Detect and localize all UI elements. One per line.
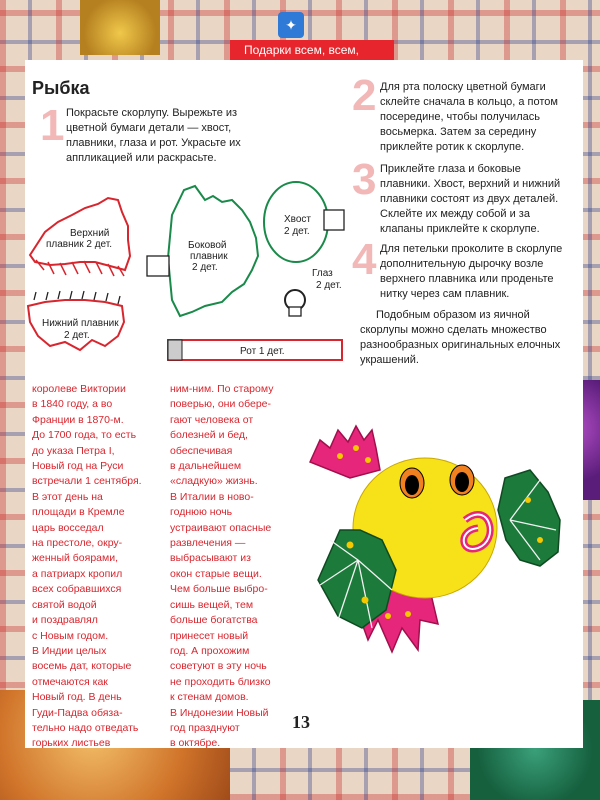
history-line: в дальнейшем — [170, 460, 242, 473]
page-title: Рыбка — [32, 78, 90, 98]
gift-icon: ✦ — [278, 12, 304, 38]
history-line: принесет новый — [170, 629, 249, 642]
lower-fin-label: Нижний плавник — [42, 318, 119, 329]
history-line: и поздравлял — [32, 614, 98, 627]
history-line: В Индонезии Новый — [170, 706, 269, 719]
history-line: всех собравшихся — [32, 583, 122, 596]
history-line: Новый год на Руси — [32, 460, 124, 473]
history-line: больше богатства — [170, 614, 258, 627]
history-line: в октябре. — [170, 737, 221, 750]
history-line: царь восседал — [32, 521, 104, 534]
step-number: 2 — [352, 71, 377, 120]
history-line: выбрасывают из — [170, 552, 251, 565]
mouth-label: Рот 1 дет. — [240, 346, 285, 357]
history-line: ним-ним. По старому — [170, 383, 274, 395]
history-line: Новый год. В день — [32, 691, 122, 704]
tail-label: Хвост — [284, 214, 312, 225]
upper-fin-label: Верхний — [70, 228, 110, 239]
history-line: до указа Петра I, — [32, 444, 115, 457]
history-line: В Индии целых — [32, 644, 107, 657]
history-line: площади в Кремле — [32, 506, 125, 519]
closing-paragraph: Подобным образом из яичной скорлупы можно сделать множество разнообразных оригинальных елочных украшений. — [360, 309, 561, 366]
side-fin-label: плавник — [190, 251, 228, 262]
history-line: Гуди-Падва обяза- — [32, 706, 123, 719]
step-text: Для петельки проколите в скорлупе дополнительную дырочку возле верхнего плавника или проденьте нитку через сам плавник. — [380, 243, 563, 300]
history-column-left — [32, 382, 142, 752]
history-line: сишь вещей, тем — [170, 598, 254, 611]
history-line: год. А прохожим — [170, 644, 250, 657]
side-fin-label: 2 дет. — [192, 262, 218, 273]
history-line: Чем больше выбро- — [170, 583, 268, 596]
step-text: Приклейте глаза и боковые плавники. Хвост, верхний и нижний плавники состоят из двух деталей. Склейте их между собой и за клапаны приклейте к скорлупе. — [380, 163, 561, 235]
eye-label: Глаз — [312, 268, 333, 279]
tail-tab — [324, 210, 344, 230]
history-line: святой водой — [32, 598, 97, 611]
history-line: а патриарх кропил — [32, 567, 123, 580]
history-line: «сладкую» жизнь. — [170, 475, 258, 488]
history-line: годнюю ночь — [170, 506, 233, 519]
history-line: обеспечивая — [170, 444, 233, 457]
history-line: женный боярами, — [32, 552, 119, 565]
history-line: болезней и бед, — [170, 429, 248, 442]
history-line: год празднуют — [170, 721, 240, 734]
history-line: развлечения — — [170, 537, 246, 550]
step-number: 4 — [352, 235, 377, 284]
eye-label: 2 дет. — [316, 280, 342, 291]
history-line: окон старые вещи. — [170, 567, 262, 580]
history-line: советуют в эту ночь — [170, 660, 267, 673]
step-number: 3 — [352, 155, 377, 204]
history-line: В этот день на — [32, 490, 103, 503]
history-line: не проходить близко — [170, 675, 271, 688]
history-line: к стенам домов. — [170, 691, 249, 704]
history-line: устраивают опасные — [170, 521, 272, 534]
history-line: встречали 1 сентября. — [32, 475, 142, 488]
history-line: восемь дат, которые — [32, 660, 132, 673]
history-line: в 1840 году, а во — [32, 398, 113, 411]
history-line: отмечаются как — [32, 675, 108, 688]
upper-fin-label: плавник 2 дет. — [46, 239, 113, 250]
fish-illustration — [310, 426, 560, 652]
history-line: на престоле, окру- — [32, 537, 123, 550]
page-number: 13 — [292, 712, 310, 732]
history-line: До 1700 года, то есть — [32, 429, 137, 442]
history-line: королеве Виктории — [32, 383, 126, 395]
mouth-strip-tab — [168, 340, 182, 360]
side-fin-label: Боковой — [188, 240, 227, 251]
step-number: 1 — [40, 101, 65, 150]
history-line: Франции в 1870-м. — [32, 413, 124, 426]
step-text: Для рта полоску цветной бумаги склейте сначала в кольцо, а потом посередине, чтобы получилась восьмерка. Затем за середину приклейте ротик к скорлупе. — [380, 81, 558, 153]
history-line: тельно надо отведать — [32, 721, 139, 734]
history-line: В Италии в ново- — [170, 490, 254, 503]
side-fin-tab — [147, 256, 169, 276]
step-text: Покрасьте скорлупу. Вырежьте из цветной бумаги детали — хвост, плавники, глаза и рот. Украсьте их аппликацией или раскрасьте. — [66, 107, 241, 164]
lower-fin-label: 2 дет. — [64, 330, 90, 341]
history-column-right — [170, 382, 273, 752]
tail-label: 2 дет. — [284, 226, 310, 237]
eye-tab — [289, 307, 301, 316]
history-line: с Новым годом. — [32, 629, 109, 642]
history-line: поверью, они обере- — [170, 398, 272, 411]
history-line: гают человека от — [170, 413, 254, 426]
section-tag: Подарки всем, всем, — [230, 40, 394, 60]
history-line: горьких листьев — [32, 737, 111, 750]
